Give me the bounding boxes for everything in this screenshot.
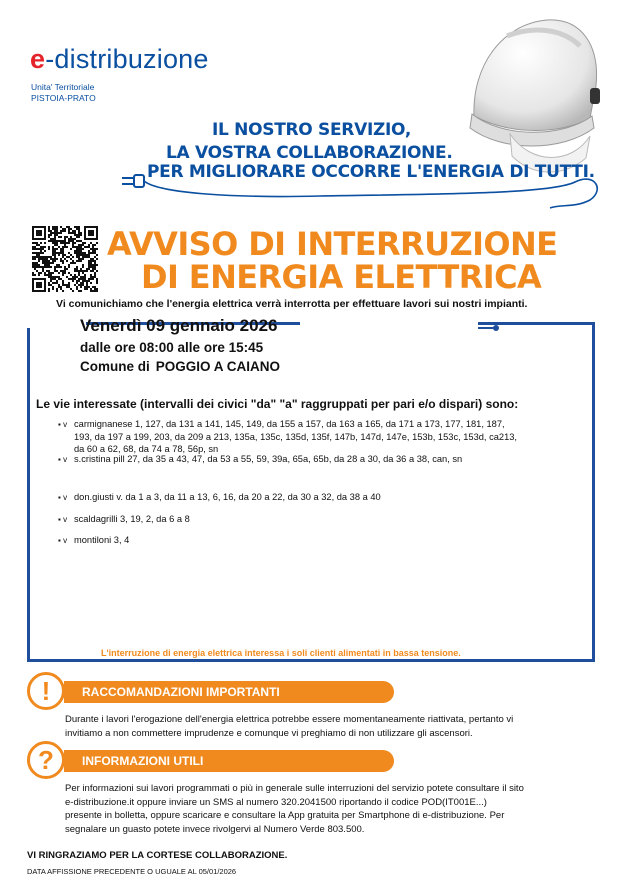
street-item: [58, 418, 578, 455]
thanks-text: VI RINGRAZIAMO PER LA CORTESE COLLABORAZIONE.: [27, 850, 288, 861]
street-item: [58, 453, 578, 466]
bullet: ▪ v: [58, 493, 68, 502]
street-text: scaldagrilli 3, 19, 2, da 6 a 8: [74, 514, 190, 524]
street-text: carmignanese 1, 127, da 131 a 141, 145, 149, da 155 a 157, da 163 a 165, da 171 a 173, 177, 181, 187,: [74, 419, 505, 429]
brand-logo: [30, 44, 209, 75]
recommendations-text: Durante i lavori l'erogazione dell'energia elettrica potrebbe essere momentaneamente riattivata, pertanto vi invitiamo a non commettere imprudenze e comunque vi preghiamo di non utilizzare gli ascensori.: [65, 714, 514, 739]
street-item: [58, 513, 578, 526]
question-icon: ?: [27, 741, 65, 779]
notice-title-line-1: AVVISO DI INTERRUZIONE: [107, 225, 558, 263]
tagline-line-3: PER MIGLIORARE OCCORRE L'ENERGIA DI TUTTI.: [147, 162, 595, 182]
street-text: 193, da 197 a 199, 203, da 209 a 213, 135a, 135c, 135d, 135f, 147b, 147d, 147e, 153b, 153c, 153d, ca213,: [74, 432, 518, 442]
outage-hours: dalle ore 08:00 alle ore 15:45: [80, 340, 264, 355]
info-text: Per informazioni sui lavori programmati o più in generale sulle interruzioni del servizio potete consultare il sito e-distribuzione.it oppure inviare un SMS al numero 320.2041500 riportando il codice POD(IT001E...) presente in bolletta, oppure scaricare e consultare la App gratuita per Smartphone di e-distribuzione. Per segnalare un guasto potete invece rivolgervi al Numero Verde 803.500.: [65, 783, 524, 835]
comune-value: POGGIO A CAIANO: [155, 359, 281, 374]
tagline-line-1: IL NOSTRO SERVIZIO,: [212, 120, 411, 140]
low-voltage-note: L'interruzione di energia elettrica interessa i soli clienti alimentati in bassa tensione.: [101, 648, 461, 658]
recommendations-title: RACCOMANDAZIONI IMPORTANTI: [82, 685, 280, 699]
info-title: INFORMAZIONI UTILI: [82, 754, 204, 768]
bullet: ▪ v: [58, 455, 68, 464]
frame-plug-icon: [478, 322, 500, 340]
streets-heading: Le vie interessate (intervalli dei civici "da" "a" raggruppati per pari e/o dispari) sono:: [36, 397, 519, 411]
frame-gap: [24, 316, 86, 328]
frame-gap: [300, 316, 478, 328]
notice-title-line-2: DI ENERGIA ELETTRICA: [141, 258, 542, 296]
street-item: [58, 534, 578, 547]
street-text: don.giusti v. da 1 a 3, da 11 a 13, 6, 16, da 20 a 22, da 30 a 32, da 38 a 40: [74, 492, 381, 502]
intro-text: Vi comunichiamo che l'energia elettrica verrà interrotta per effettuare lavori sui nostri impianti.: [56, 298, 528, 310]
bullet: ▪ v: [58, 515, 68, 524]
tagline-line-2: LA VOSTRA COLLABORAZIONE.: [166, 143, 453, 163]
comune-label: Comune di: [80, 359, 150, 374]
bullet: ▪ v: [58, 536, 68, 545]
unit-area: PISTOIA-PRATO: [31, 93, 96, 103]
exclamation-icon: !: [27, 672, 65, 710]
outage-date: Venerdì 09 gennaio 2026: [80, 316, 278, 335]
outage-comune: [80, 359, 286, 374]
bullet: ▪ v: [58, 420, 68, 429]
street-item: [58, 491, 578, 504]
unit-label: Unita' Territoriale: [31, 82, 95, 92]
qr-code[interactable]: [32, 226, 98, 297]
street-text: da 60 a 62, 68, da 74 a 78, 56p, sn: [74, 444, 219, 454]
plug-cable-icon: [120, 164, 610, 219]
logo-text: -distribuzione: [45, 44, 209, 74]
street-text: montiloni 3, 4: [74, 535, 130, 545]
helmet-image: [462, 6, 612, 181]
logo-e: e: [30, 44, 46, 74]
posting-date: DATA AFFISSIONE PRECEDENTE O UGUALE AL 05/01/2026: [27, 867, 237, 876]
street-text: s.cristina pill 27, da 35 a 43, 47, da 53 a 55, 59, 39a, 65a, 65b, da 28 a 30, da 36 a 38, can, sn: [74, 454, 463, 464]
